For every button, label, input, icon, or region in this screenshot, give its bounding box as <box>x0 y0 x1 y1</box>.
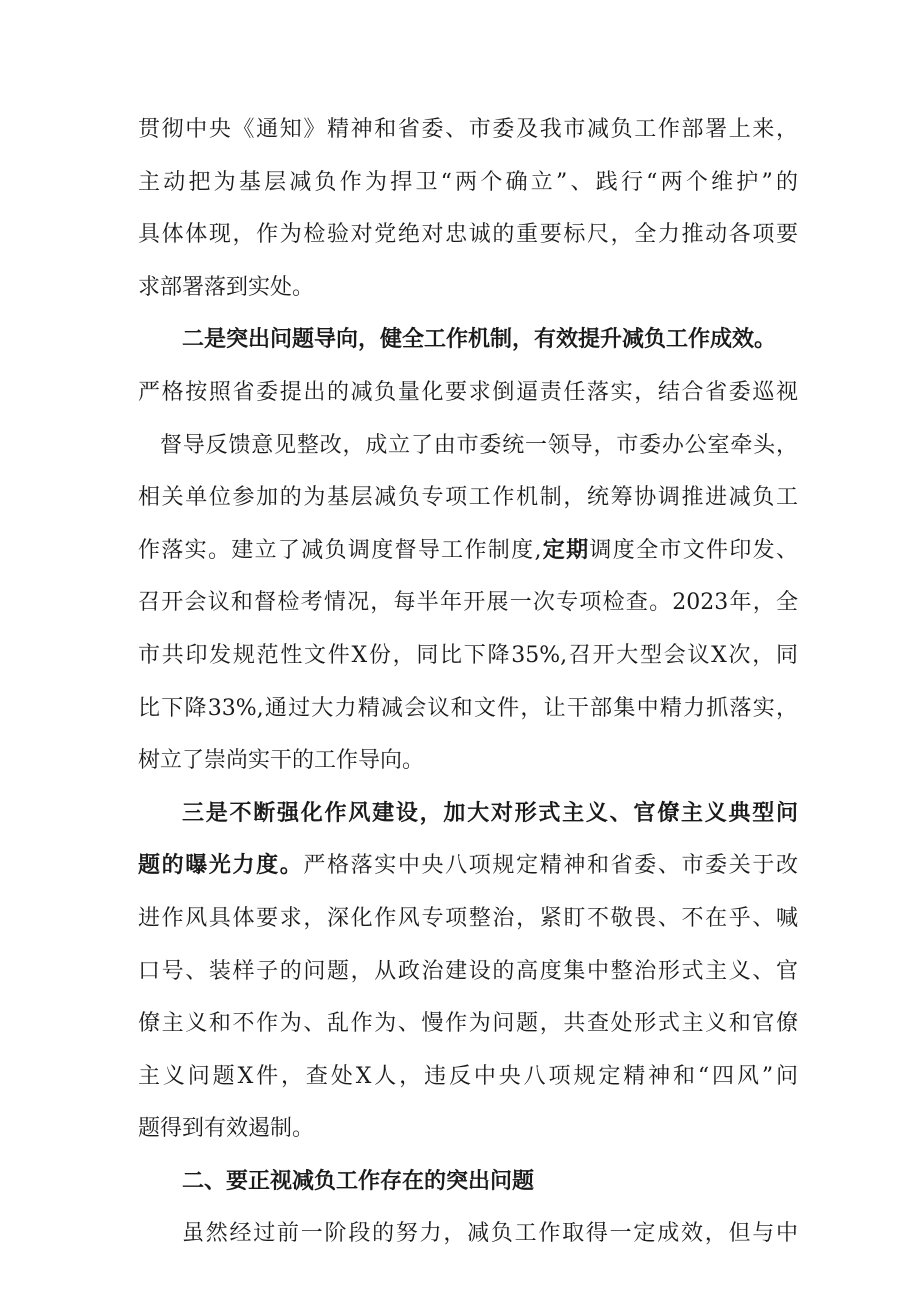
text-line: 僚主义和不作为、乱作为、慢作为问题，共查处形式主义和官僚 <box>138 1011 798 1037</box>
paragraph-work-mechanism <box>138 314 798 787</box>
section-heading: 二、要正视减负工作存在的突出问题 <box>182 1168 535 1194</box>
paragraph-heading <box>138 788 798 841</box>
text-segment: 调度全市文件印发、 <box>589 537 798 563</box>
text-line: 求部署落到实处。 <box>138 274 315 300</box>
text-line: 召开会议和督检考情况，每半年开展一次专项检查。2023年，全 <box>138 590 798 616</box>
text-line: 口号、装样子的问题，从政治建设的高度集中整治形式主义、官 <box>138 958 798 984</box>
text-line: 主义问题X件，查处X人，违反中央八项规定精神和“四风”问 <box>138 1063 798 1089</box>
heading-text: 题的曝光力度。 <box>138 853 304 879</box>
text-line-mixed <box>138 840 798 893</box>
text-line: 具体体现，作为检验对党绝对忠诚的重要标尺，全力推动各项要 <box>138 222 798 248</box>
text-line-mixed <box>138 525 798 578</box>
paragraph-heading: 二是突出问题导向，健全工作机制，有效提升减负工作成效。 <box>182 327 777 353</box>
text-line: 严格按照省委提出的减负量化要求倒逼责任落实，结合省委巡视 <box>138 379 798 405</box>
text-line: 进作风具体要求，深化作风专项整治，紧盯不敬畏、不在乎、喊 <box>138 905 798 931</box>
text-line: 比下降33%,通过大力精减会议和文件，让干部集中精力抓落实， <box>138 695 798 721</box>
heading-text: 三是不断强化作风建设，加大对形式主义、官僚主义典型问 <box>182 800 798 826</box>
text-line: 市共印发规范性文件X份，同比下降35%,召开大型会议X次，同 <box>138 642 798 668</box>
bold-term: 定期 <box>541 537 590 563</box>
text-line: 树立了崇尚实干的工作导向。 <box>138 748 425 774</box>
text-line: 相关单位参加的为基层减负专项工作机制，统筹协调推进减负工 <box>138 485 798 511</box>
text-line: 主动把为基层减负作为捍卫“两个确立”、践行“两个维护”的 <box>138 169 798 195</box>
text-segment: 严格落实中央八项规定精神和省委、市委关于改 <box>303 853 798 879</box>
text-line: 督导反馈意见整改，成立了由市委统一领导，市委办公室牵头， <box>160 432 798 458</box>
text-line: 题得到有效遏制。 <box>138 1116 315 1142</box>
text-line: 贯彻中央《通知》精神和省委、市委及我市减负工作部署上来， <box>138 117 798 142</box>
paragraph-work-style <box>138 788 798 1156</box>
text-segment: 作落实。建立了减负调度督导工作制度, <box>138 537 542 563</box>
text-line: 虽然经过前一阶段的努力，减负工作取得一定成效，但与中 <box>182 1221 798 1247</box>
paragraph-continuation <box>138 104 798 314</box>
document-body <box>138 104 798 1261</box>
